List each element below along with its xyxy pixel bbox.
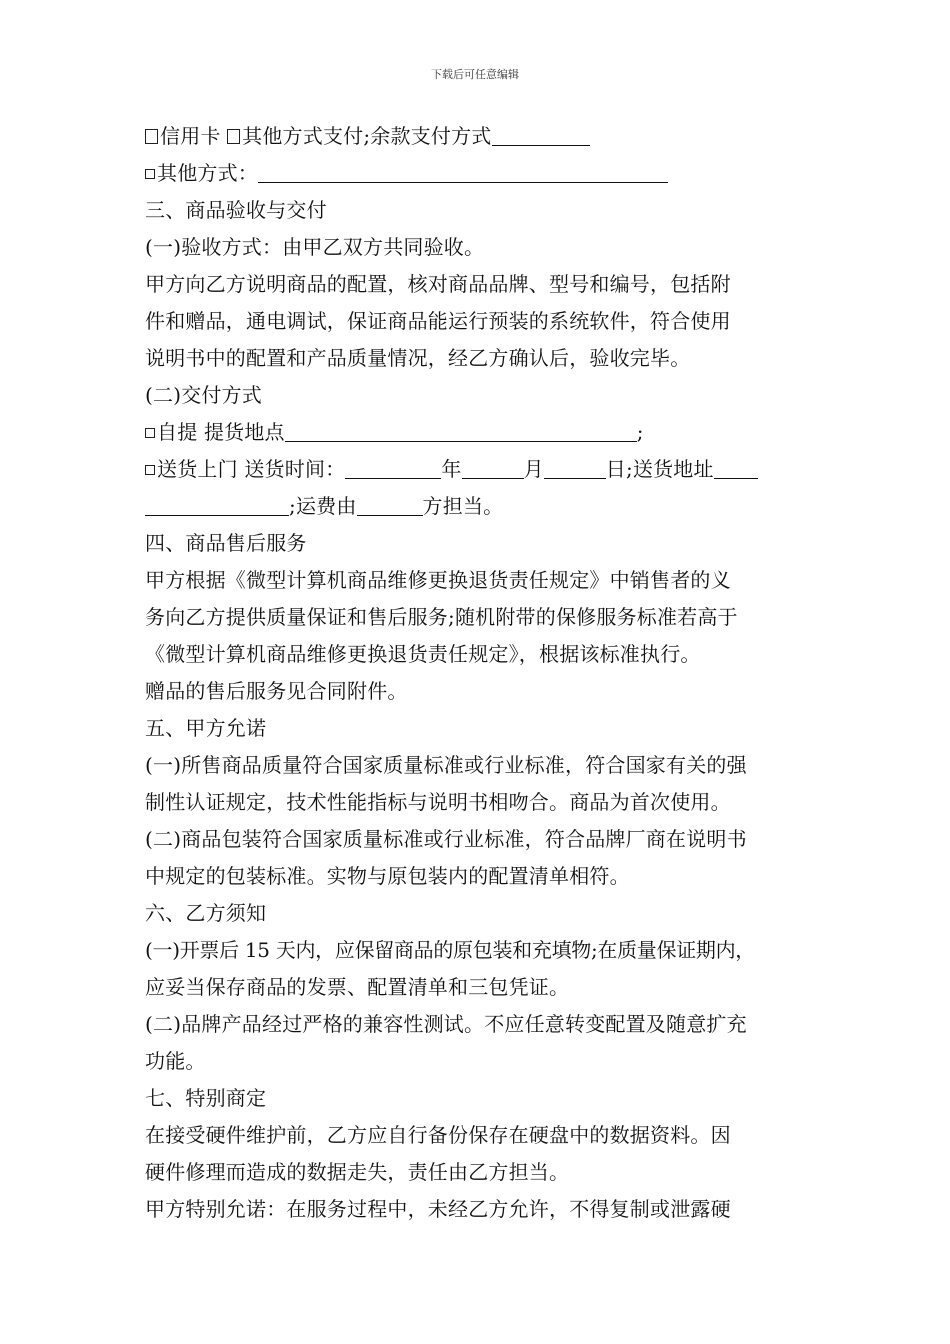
day-field[interactable] [544,458,606,479]
other-method-line [145,155,810,192]
paragraph-line: (一)所售商品质量符合国家质量标准或行业标准，符合国家有关的强 [145,753,747,777]
checkbox-icon[interactable] [145,169,155,179]
paragraph-line: 在接受硬件维护前，乙方应自行备份保存在硬盘中的数据资料。因 [145,1123,731,1147]
pickup-line [145,414,810,451]
paragraph-line: 中规定的包装标准。实物与原包装内的配置清单相符。 [145,864,630,888]
checkbox-icon[interactable] [227,129,240,144]
document-body [145,118,810,1228]
month-label: 月 [523,457,544,481]
address-label: 日;送货地址 [605,457,714,481]
year-label: 年 [441,457,462,481]
delivery-line [145,451,810,488]
other-method-label: 其他方式： [157,161,258,185]
checkbox-icon[interactable] [145,428,155,438]
freight-party-field[interactable] [357,495,423,516]
section-heading: 六、乙方须知 [145,901,267,925]
freight-label: ;运费由 [289,494,357,518]
paragraph-line: 应妥当保存商品的发票、配置清单和三包凭证。 [145,975,570,999]
page-header: 下载后可任意编辑 [431,68,519,81]
paragraph-line: (二)品牌产品经过严格的兼容性测试。不应任意转变配置及随意扩充 [145,1012,747,1036]
section-heading: 四、商品售后服务 [145,531,307,555]
paragraph-line: 件和赠品，通电调试，保证商品能运行预装的系统软件，符合使用 [145,309,731,333]
paragraph-line: 务向乙方提供质量保证和售后服务;随机附带的保修服务标准若高于 [145,605,738,629]
address-field[interactable] [714,458,758,479]
blank-field[interactable] [285,421,637,442]
paragraph-line: 《微型计算机商品维修更换退货责任规定》，根据该标准执行。 [145,642,701,666]
paragraph-line: 甲方向乙方说明商品的配置，核对商品品牌、型号和编号，包括附 [145,272,731,296]
paragraph-line: 制性认证规定，技术性能指标与说明书相吻合。商品为首次使用。 [145,790,731,814]
paragraph-line: 说明书中的配置和产品质量情况，经乙方确认后，验收完毕。 [145,346,691,370]
freight-line [145,488,810,525]
year-field[interactable] [345,458,441,479]
paragraph-line: 功能。 [145,1049,206,1073]
credit-card-label: 信用卡 [160,124,221,148]
other-payment-label: 其他方式支付;余款支付方式 [242,124,492,148]
paragraph-line: 赠品的售后服务见合同附件。 [145,679,408,703]
paragraph-line: (一)验收方式：由甲乙双方共同验收。 [145,235,485,259]
paragraph-line: 甲方根据《微型计算机商品维修更换退货责任规定》中销售者的义 [145,568,731,592]
section-heading: 五、甲方允诺 [145,716,267,740]
paragraph-line: (二)交付方式 [145,383,263,407]
delivery-label: 送货上门 送货时间： [157,457,346,481]
month-field[interactable] [462,458,524,479]
pickup-end: ; [636,420,644,444]
section-heading: 三、商品验收与交付 [145,198,327,222]
paragraph-line: (二)商品包装符合国家质量标准或行业标准，符合品牌厂商在说明书 [145,827,747,851]
paragraph-line: 甲方特别允诺：在服务过程中，未经乙方允许，不得复制或泄露硬 [145,1197,731,1221]
checkbox-icon[interactable] [145,129,158,144]
payment-method-line [145,118,810,155]
checkbox-icon[interactable] [145,465,155,475]
pickup-label: 自提 提货地点 [157,420,285,444]
blank-field[interactable] [492,125,590,146]
paragraph-line: 硬件修理而造成的数据走失，责任由乙方担当。 [145,1160,570,1184]
blank-field[interactable] [258,162,668,183]
address-field-continued[interactable] [145,495,289,516]
section-heading: 七、特别商定 [145,1086,267,1110]
paragraph-line: (一)开票后 15 天内，应保留商品的原包装和充填物;在质量保证期内， [145,938,756,962]
freight-end: 方担当。 [422,494,504,518]
